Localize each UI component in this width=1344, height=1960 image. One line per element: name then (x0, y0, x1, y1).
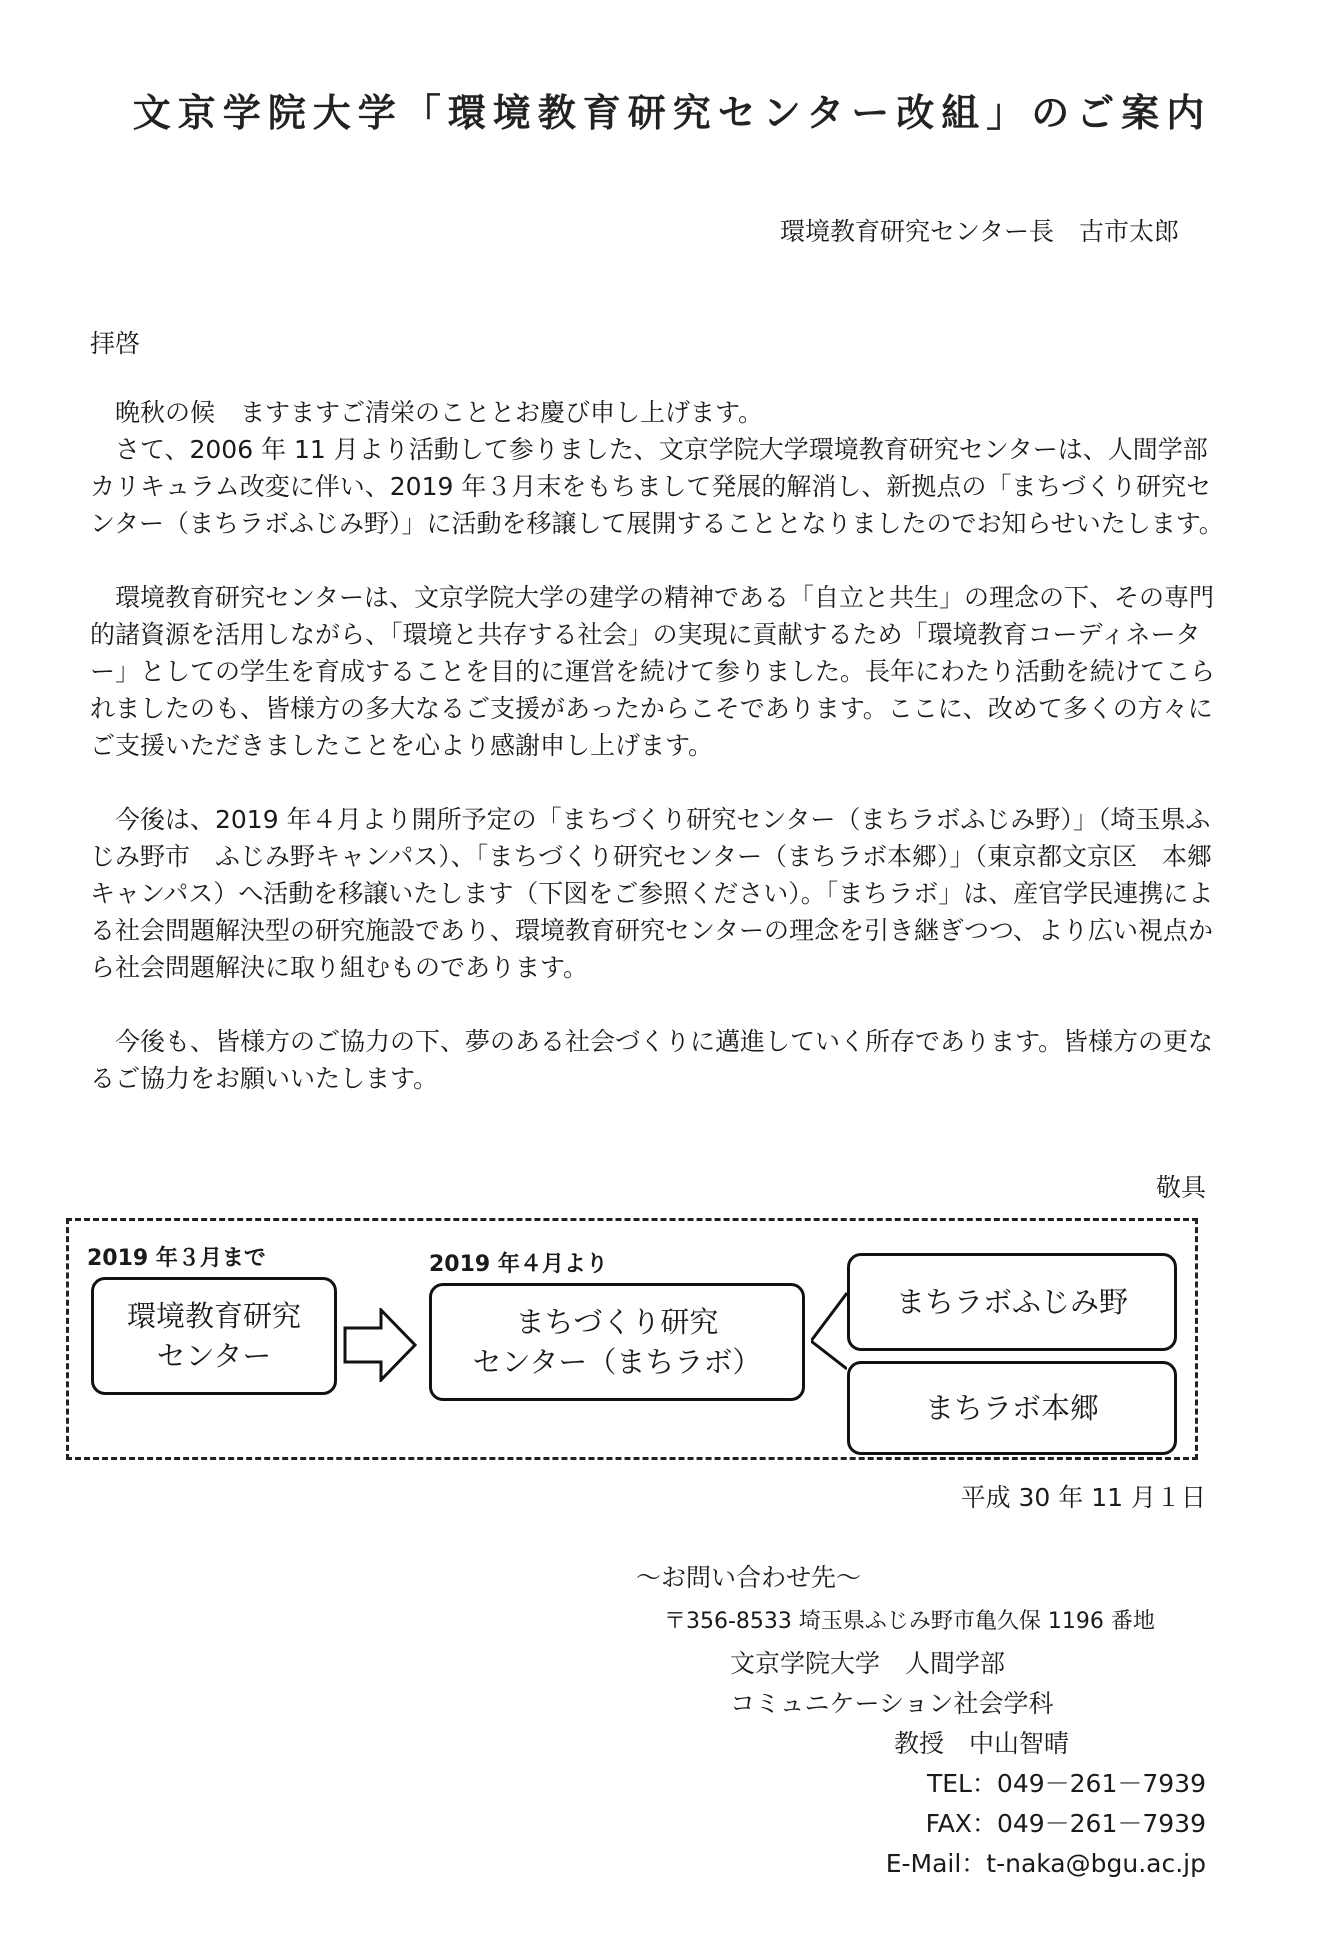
contact-department: コミュニケーション社会学科 (730, 1689, 1054, 1718)
contact-heading: ～お問い合わせ先～ (636, 1563, 862, 1592)
transition-diagram (66, 1218, 1198, 1460)
paragraph-announcement: さて、2006 年 11 月より活動して参りました、文京学院大学環境教育研究センターは、人間学部カリキュラム改変に伴い、2019 年３月末をもちまして発展的解消し、新拠点の「まちづくり研究センター（まちラボふじみ野）」に活動を移譲して展開することとなりましたのでお知らせいたします。 (90, 435, 1224, 538)
contact-org: 文京学院大学 人間学部 (730, 1649, 1006, 1678)
contact-person: 教授 中山智晴 (894, 1729, 1070, 1758)
branch-connector (811, 1291, 847, 1371)
label-after: 2019 年４月より (429, 1252, 608, 1277)
contact-email[interactable]: E-Mail：t-naka@bgu.ac.jp (885, 1849, 1206, 1878)
paragraph-request: 今後も、皆様方のご協力の下、夢のある社会づくりに邁進していく所存であります。皆様方の更なるご協力をお願いいたします。 (90, 1027, 1214, 1093)
author-line: 環境教育研究センター長 古市太郎 (779, 217, 1179, 246)
issue-date: 平成 30 年 11 月１日 (960, 1483, 1206, 1512)
paragraph-history: 環境教育研究センターは、文京学院大学の建学の精神である「自立と共生」の理念の下、その専門的諸資源を活用しながら、「環境と共存する社会」の実現に貢献するため「環境教育コーディネーター」としての学生を育成することを目的に運営を続けて参りました。長年にわたり活動を続けてこられましたのも、皆様方の多大なるご支援があったからこそであります。ここに、改めて多くの方々にご支援いただきましたことを心より感謝申し上げます。 (90, 583, 1216, 760)
label-before: 2019 年３月まで (87, 1246, 266, 1271)
document-title: 文京学院大学「環境教育研究センター改組」のご案内 (132, 91, 1212, 135)
box-old-center: 環境教育研究 センター (91, 1277, 337, 1395)
paragraph-transfer: 今後は、2019 年４月より開所予定の「まちづくり研究センター（まちラボふじみ野）」（埼玉県ふじみ野市 ふじみ野キャンパス）、「まちづくり研究センター（まちラボ本郷）」（東京都文京区 本郷キャンパス）へ活動を移譲いたします（下図をご参照ください）。「まちラボ」は、産官学民連携による社会問題解決型の研究施設であり、環境教育研究センターの理念を引き継ぎつつ、より広い視点から社会問題解決に取り組むものであります。 (90, 805, 1214, 982)
right-arrow-icon (343, 1308, 417, 1382)
letter-body (90, 394, 1230, 1134)
greeting: 拝啓 (90, 329, 141, 358)
box-branch-hongo: まちラボ本郷 (847, 1361, 1177, 1455)
paragraph-seasonal: 晩秋の候 ますますご清栄のこととお慶び申し上げます。 (115, 398, 764, 427)
contact-fax: FAX：049－261－7939 (925, 1809, 1206, 1838)
contact-tel: TEL：049－261－7939 (926, 1769, 1206, 1798)
box-new-center: まちづくり研究 センター（まちラボ） (429, 1283, 805, 1401)
contact-address: 〒356-8533 埼玉県ふじみ野市亀久保 1196 番地 (664, 1609, 1155, 1634)
closing: 敬具 (1155, 1173, 1206, 1202)
box-branch-fujimino: まちラボふじみ野 (847, 1253, 1177, 1351)
